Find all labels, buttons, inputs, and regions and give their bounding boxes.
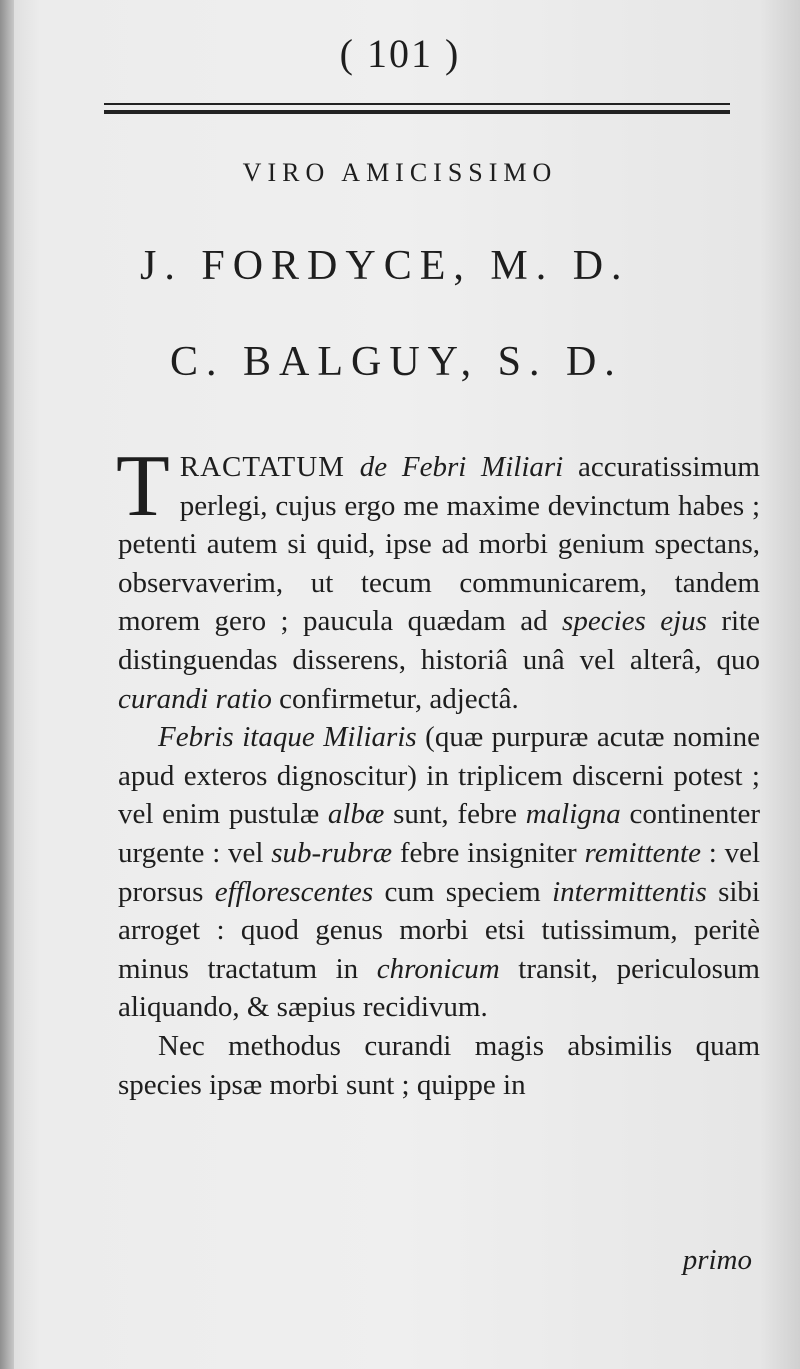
paragraph-text: accuratissimum perlegi, cujus ergo me maxime devinctum habes ; petenti autem si quid, ipse ad morbi genium spectans, observaverim, ut tecum communicarem, tandem morem gero ; paucula quædam ad xyxy=(118,451,760,638)
italic-phrase: Febris itaque Miliaris xyxy=(158,721,417,754)
header-rule-thin xyxy=(104,103,730,105)
author-name: C. BALGUY, S. D. xyxy=(170,339,623,385)
paragraph-2 xyxy=(118,718,760,1027)
paragraph-text: transit, periculosum aliquando, & sæpius recidivum. xyxy=(118,952,760,1024)
paragraph-1 xyxy=(116,438,760,718)
drop-cap: T xyxy=(116,438,170,535)
dedication-line: VIRO AMICISSIMO xyxy=(242,158,558,187)
italic-phrase: curandi ratio xyxy=(118,682,272,715)
paragraph-text: confirmetur, adjectâ. xyxy=(271,682,519,715)
paragraph-text: cum speciem xyxy=(373,875,553,908)
page-number: ( 101 ) xyxy=(339,31,461,76)
italic-phrase: intermittentis xyxy=(552,875,707,908)
paragraph-text: febre insigniter xyxy=(392,836,585,869)
paragraph-3: Nec methodus curandi magis absimilis quam species ipsæ morbi sunt ; quippe in xyxy=(118,1029,760,1101)
italic-phrase: chronicum xyxy=(376,952,500,985)
header-rule-thick xyxy=(104,110,730,114)
italic-phrase: species ejus xyxy=(562,605,707,638)
paragraph-text: rite distinguendas disserens, historiâ unâ vel alterâ, quo xyxy=(118,605,760,676)
catchword: primo xyxy=(682,1244,752,1276)
italic-title: de Febri Miliari xyxy=(359,451,564,483)
italic-phrase: efflorescentes xyxy=(214,875,374,908)
paragraph-text: sunt, febre xyxy=(384,798,526,831)
italic-phrase: maligna xyxy=(525,798,621,831)
paragraph-text: continenter urgente : vel xyxy=(118,798,760,869)
page-binding-edge xyxy=(0,0,14,1369)
paragraph-text: sibi arroget : quod genus morbi etsi tutissimum, peritè minus tractatum in xyxy=(118,875,760,985)
italic-phrase: sub-rubræ xyxy=(271,836,393,869)
italic-phrase: albæ xyxy=(327,798,385,831)
italic-phrase: remittente xyxy=(584,836,701,869)
paragraph-text: : vel prorsus xyxy=(118,836,760,908)
paragraph-text: (quæ purpuræ acutæ nomine apud exteros dignoscitur) in triplicem discerni potest ; vel enim pustulæ xyxy=(118,721,760,831)
letter-body xyxy=(116,438,760,1104)
paragraph-lead-word: RACTATUM xyxy=(179,451,345,483)
addressee-name: J. FORDYCE, M. D. xyxy=(140,243,630,289)
